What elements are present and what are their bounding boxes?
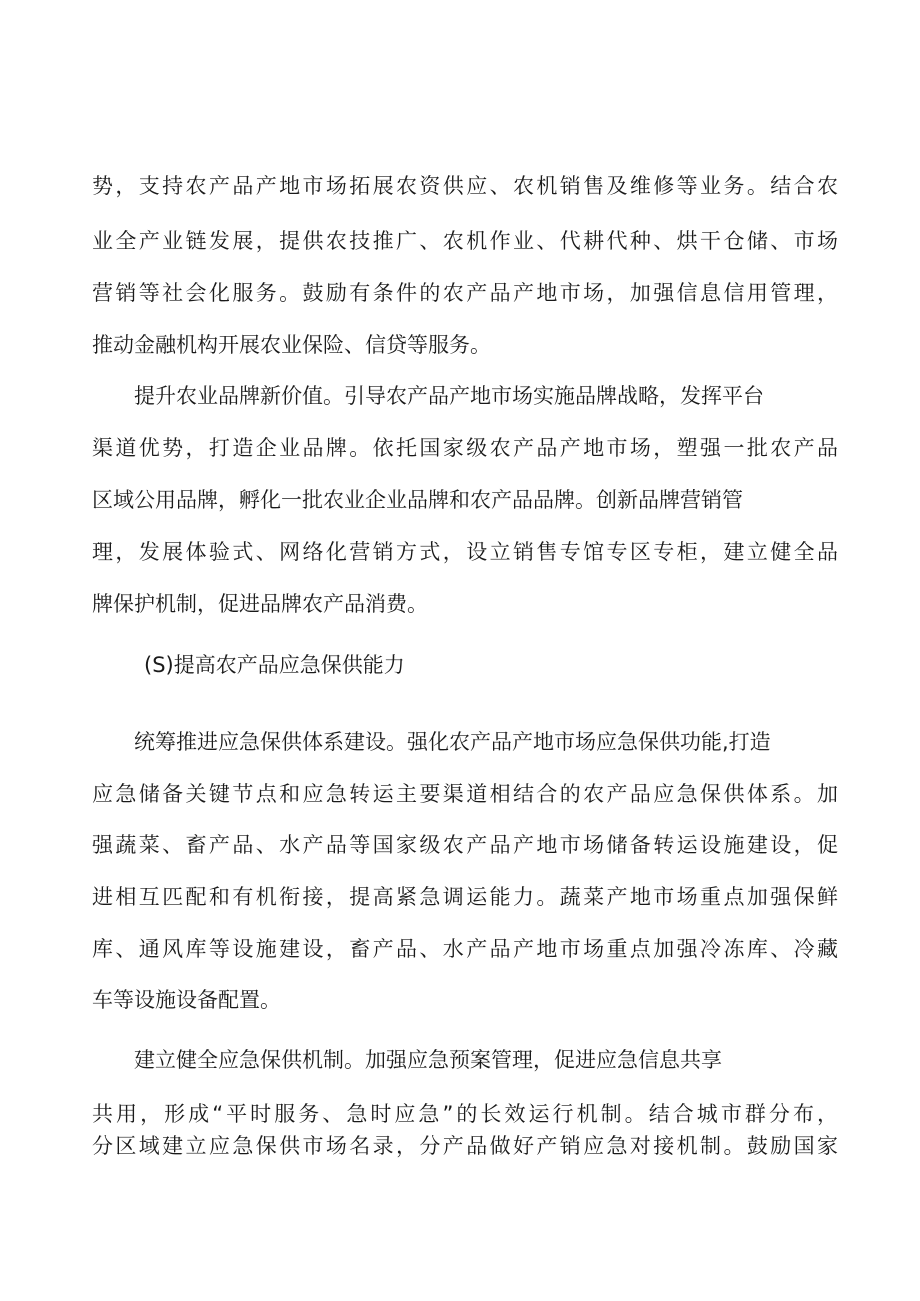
section-heading: (S)提高农产品应急保供能力	[144, 653, 405, 677]
paragraph-line: 业全产业链发展，提供农技推广、农机作业、代耕代种、烘干仓储、市场	[92, 229, 838, 253]
paragraph-line: 渠道优势，打造企业品牌。依托国家级农产品产地市场，塑强一批农产品	[92, 436, 838, 460]
paragraph-line: 理，发展体验式、网络化营销方式，设立销售专馆专区专柜，建立健全品	[92, 540, 838, 564]
paragraph-line: 车等设施设备配置。	[92, 988, 281, 1012]
paragraph-line: 分区域建立应急保供市场名录，分产品做好产销应急对接机制。鼓励国家	[92, 1134, 838, 1158]
paragraph-line: 势，支持农产品产地市场拓展农资供应、农机销售及维修等业务。结合农	[92, 174, 838, 198]
paragraph-line: 统筹推进应急保供体系建设。强化农产品产地市场应急保供功能,打造	[134, 730, 771, 754]
paragraph-line: 进相互匹配和有机衔接，提高紧急调运能力。蔬菜产地市场重点加强保鲜	[92, 885, 838, 909]
paragraph-line: 库、通风库等设施建设，畜产品、水产品产地市场重点加强冷冻库、冷藏	[92, 937, 838, 961]
paragraph-line: 共用，形成“平时服务、急时应急”的长效运行机制。结合城市群分布，	[92, 1102, 838, 1126]
paragraph-line: 营销等社会化服务。鼓励有条件的农产品产地市场，加强信息信用管理，	[92, 281, 838, 305]
paragraph-line: 建立健全应急保供机制。加强应急预案管理，促进应急信息共享	[134, 1048, 722, 1072]
paragraph-line: 推动金融机构开展农业保险、信贷等服务。	[92, 333, 491, 357]
paragraph-line: 牌保护机制，促进品牌农产品消费。	[92, 592, 428, 616]
paragraph-line: 提升农业品牌新价值。引导农产品产地市场实施品牌战略，发挥平台	[134, 384, 764, 408]
paragraph-line: 强蔬菜、畜产品、水产品等国家级农产品产地市场储备转运设施建设，促	[92, 833, 838, 857]
paragraph-line: 区域公用品牌，孵化一批农业企业品牌和农产品品牌。创新品牌营销管	[92, 488, 743, 512]
paragraph-line: 应急储备关键节点和应急转运主要渠道相结合的农产品应急保供体系。加	[92, 782, 838, 806]
